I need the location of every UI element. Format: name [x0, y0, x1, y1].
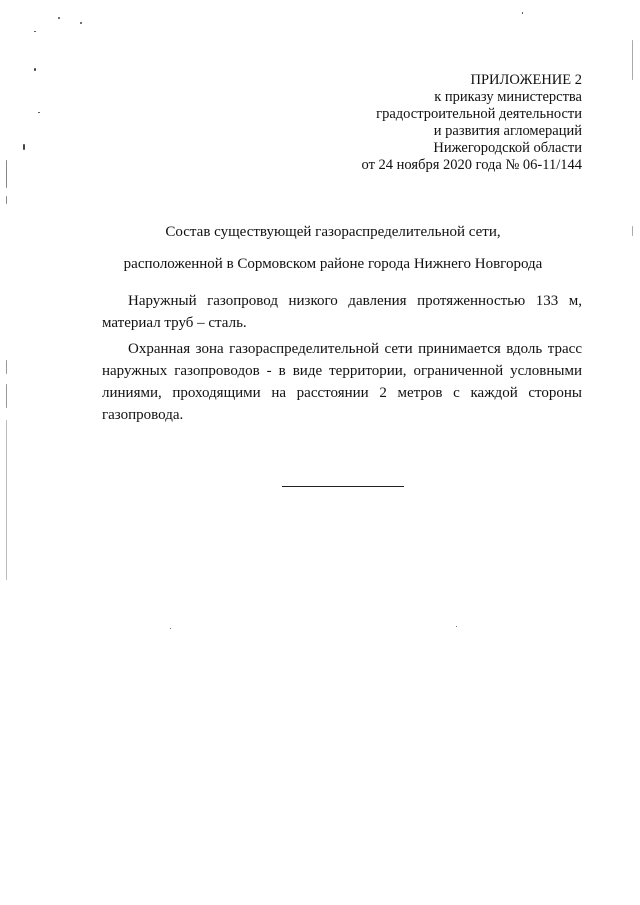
document-title: [60, 222, 606, 274]
scan-edge-line: [6, 360, 7, 374]
closing-divider: [282, 486, 404, 487]
scan-speck: [522, 12, 523, 14]
appendix-header: [362, 72, 582, 174]
scan-speck: [38, 112, 40, 113]
appendix-title: ПРИЛОЖЕНИЕ 2: [470, 72, 582, 88]
title-line-2: расположенной в Сормовском районе города Нижнего Новгорода: [123, 256, 543, 272]
document-body: [102, 290, 582, 426]
appendix-line: градостроительной деятельности: [376, 106, 582, 122]
scan-speck: [23, 144, 25, 150]
appendix-line: Нижегородской области: [433, 140, 582, 156]
scan-speck: [170, 628, 171, 629]
appendix-line: к приказу министерства: [434, 89, 582, 105]
scan-edge-line: [632, 40, 633, 80]
scan-edge-line: [6, 196, 7, 204]
scan-edge-line: [6, 160, 7, 188]
scan-edge-line: [6, 384, 7, 408]
body-paragraph: Наружный газопровод низкого давления протяженностью 133 м, материал труб – сталь.: [102, 293, 582, 331]
scan-speck: [80, 22, 82, 24]
appendix-line: и развития агломераций: [433, 123, 582, 139]
body-paragraph: Охранная зона газораспределительной сети принимается вдоль трасс наружных газопроводов - в виде территории, ограниченной условными линиями, проходящими на расстоянии 2 метров с каждой стороны газопровода.: [102, 341, 582, 423]
scan-edge-line: [632, 226, 633, 236]
scan-edge-line: [6, 420, 7, 580]
scan-speck: [58, 17, 60, 19]
scan-speck: [34, 68, 36, 71]
scan-speck: [34, 31, 36, 32]
appendix-order-date: от 24 ноября 2020 года № 06-11/144: [361, 157, 582, 173]
title-line-1: Состав существующей газораспределительной сети,: [165, 224, 501, 240]
scan-speck: [456, 626, 457, 627]
